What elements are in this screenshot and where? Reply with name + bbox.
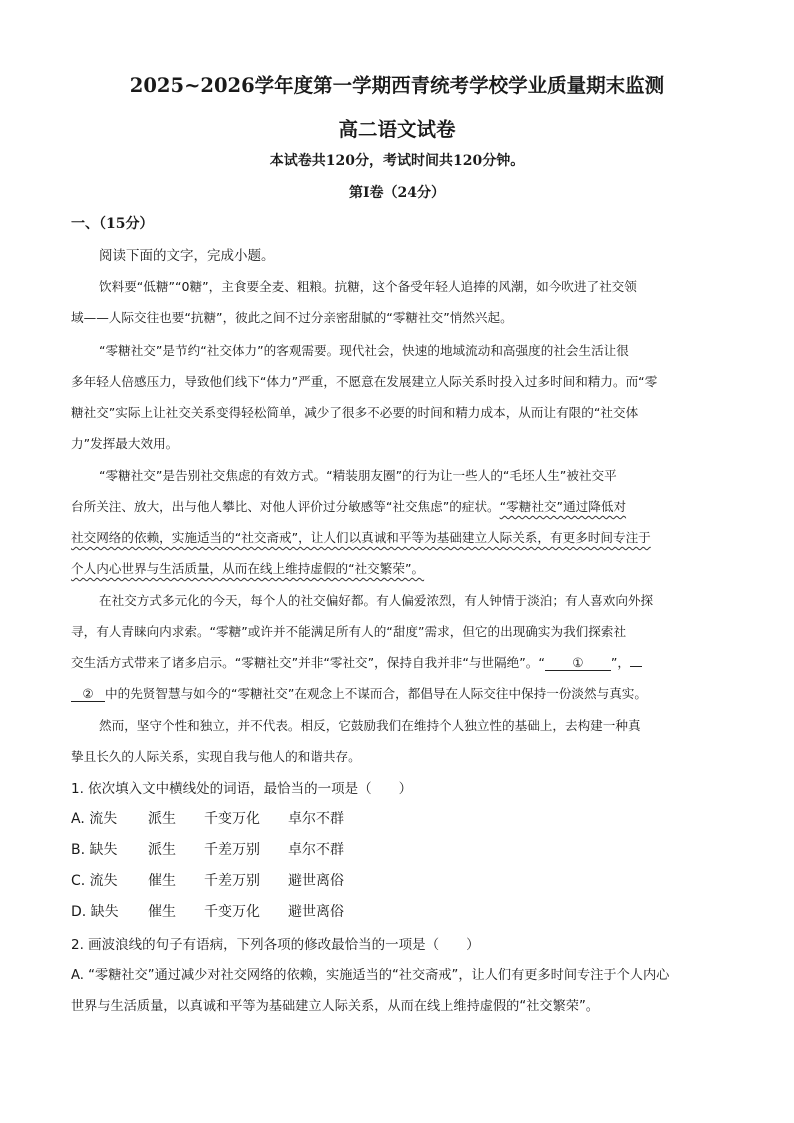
question-2-option-a-continued: 世界与生活质量，以真诚和平等为基础建立人际关系，从而在线上维持虚假的“社交繁荣”。 <box>71 999 599 1014</box>
section-heading: 一、（15分） <box>71 216 154 232</box>
passage-line: “零糖社交”是节约“社交体力”的客观需要。现代社会，快速的地域流动和高强度的社会生活让很 <box>99 343 629 358</box>
option-word: 避世离俗 <box>288 873 344 889</box>
passage-text: 台所关注、放大，出与他人攀比、对他人评价过分敏感等“社交焦虑”的症状。 <box>71 499 500 514</box>
question-2-stem: 2. 画波浪线的句子有语病，下列各项的修改最恰当的一项是（ ） <box>71 937 480 953</box>
option-word: 催生 <box>148 873 176 889</box>
option-word: 派生 <box>148 811 176 827</box>
passage-line <box>71 558 723 577</box>
exam-subtitle: 高二语文试卷 <box>338 118 456 141</box>
option-label: A. 流失 <box>71 811 118 827</box>
passage-line <box>71 652 723 671</box>
blank-2-start <box>630 666 642 667</box>
passage-line: 寻，有人青睐向内求索。“零糖”或许并不能满足所有人的“甜度”需求，但它的出现确实为我们探索社 <box>71 624 627 639</box>
exam-info: 本试卷共120分，考试时间共120分钟。 <box>269 153 525 169</box>
option-label: D. 缺失 <box>71 904 119 920</box>
option-word: 派生 <box>148 842 176 858</box>
exam-title: 2025~2026学年度第一学期西青统考学校学业质量期末监测 <box>129 74 665 97</box>
passage-line: 力”发挥最大效用。 <box>71 436 179 451</box>
option-label: C. 流失 <box>71 873 118 889</box>
passage-line: 饮料要“低糖”“0糖”，主食要全麦、粗粮。抗糖，这个备受年轻人追捧的风潮，如今吹进了社交领 <box>99 279 637 294</box>
passage-line: 然而，坚守个性和独立，并不代表。相反，它鼓励我们在维持个人独立性的基础上，去构建一种真 <box>99 718 641 733</box>
option-word: 千变万化 <box>204 811 260 827</box>
passage-line <box>71 496 723 515</box>
passage-line: 挚且长久的人际关系，实现自我与他人的和谐共存。 <box>71 749 361 764</box>
option-word: 卓尔不群 <box>288 842 344 858</box>
option-word: 避世离俗 <box>288 904 344 920</box>
option-word: 卓尔不群 <box>288 811 344 827</box>
section-instruction: 阅读下面的文字，完成小题。 <box>99 248 275 264</box>
passage-text: 交生活方式带来了诸多启示。“零糖社交”并非“零社交”，保持自我并非“与世隔绝”。“ <box>71 655 545 670</box>
blank-1: ① <box>545 655 611 671</box>
passage-text: ”， <box>610 655 630 670</box>
wavy-underlined-sentence: 社交网络的依赖，实施适当的“社交斋戒”，让人们以真诚和平等为基础建立人际关系，有更多时间专注于 <box>71 530 651 545</box>
passage-line: 域——人际交往也要“抗糖”，彼此之间不过分亲密甜腻的“零糖社交”悄然兴起。 <box>71 310 513 325</box>
wavy-underlined-sentence: “零糖社交”通过降低对 <box>499 499 627 514</box>
wavy-underlined-sentence: 个人内心世界与生活质量，从而在线上维持虚假的“社交繁荣”。 <box>71 561 425 576</box>
passage-line: “零糖社交”是告别社交焦虑的有效方式。“精装朋友圈”的行为让一些人的“毛坯人生”被社交平 <box>99 468 617 483</box>
volume-heading: 第Ⅰ卷（24分） <box>348 185 446 201</box>
passage-line: 糖社交”实际上让社交关系变得轻松简单，减少了很多不必要的时间和精力成本，从而让有限的“社交体 <box>71 405 639 420</box>
blank-2: ② <box>71 686 105 702</box>
option-word: 千差万别 <box>204 842 260 858</box>
question-1-stem: 1. 依次填入文中横线处的词语，最恰当的一项是（ ） <box>71 781 413 797</box>
passage-line: 在社交方式多元化的今天，每个人的社交偏好都。有人偏爱浓烈，有人钟情于淡泊；有人喜欢向外探 <box>99 593 654 608</box>
passage-line: 多年轻人倍感压力，导致他们线下“体力”严重，不愿意在发展建立人际关系时投入过多时间和精力。而“零 <box>71 374 658 389</box>
option-word: 催生 <box>148 904 176 920</box>
option-word: 千变万化 <box>204 904 260 920</box>
passage-line <box>71 527 723 546</box>
option-label: B. 缺失 <box>71 842 118 858</box>
passage-text: 中的先贤智慧与如今的“零糖社交”在观念上不谋而合，都倡导在人际交往中保持一份淡然与真实。 <box>105 686 647 701</box>
option-word: 千差万别 <box>204 873 260 889</box>
question-2-option-a[interactable]: A. “零糖社交”通过减少对社交网络的依赖，实施适当的“社交斋戒”，让人们有更多时间专注于个人内心 <box>71 968 670 983</box>
passage-line <box>71 683 723 702</box>
